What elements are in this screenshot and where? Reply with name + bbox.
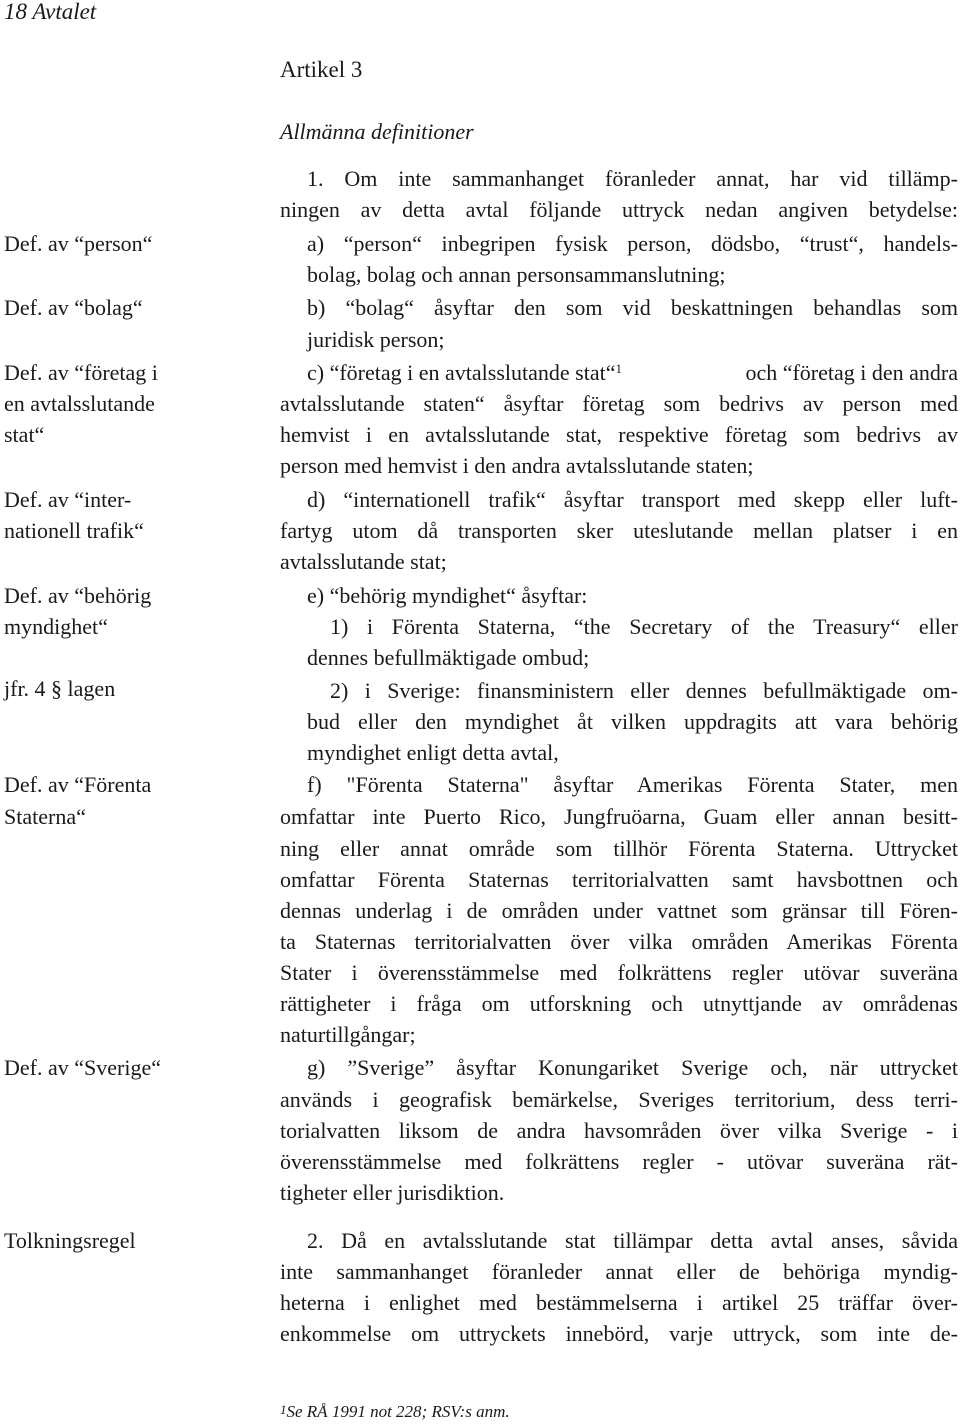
margin-note-myndighet: myndighet“ — [4, 614, 108, 639]
page-header: 18 Avtalet — [4, 0, 97, 24]
body-line: fartyg utom då transporten sker uteslutande mellan platser i en — [280, 518, 958, 543]
margin-note-forenta: Staterna“ — [4, 804, 86, 829]
article-subtitle: Allmänna definitioner — [280, 119, 474, 144]
margin-note-foretag: stat“ — [4, 422, 45, 447]
margin-note-myndighet: Def. av “behörig — [4, 583, 152, 608]
body-line: avtalsslutande stat; — [280, 549, 447, 574]
body-line: b) “bolag“ åsyftar den som vid beskattningen behandlas som — [307, 295, 958, 320]
margin-note-forenta: Def. av “Förenta — [4, 772, 152, 797]
margin-note-tolkning: Tolkningsregel — [4, 1228, 136, 1253]
margin-note-trafik: nationell trafik“ — [4, 518, 144, 543]
body-line: torialvatten liksom de andra havsområden över vilka Sverige - i — [280, 1118, 958, 1143]
body-line: ning eller annat område som tillhör Förenta Staterna. Uttrycket — [280, 836, 958, 861]
margin-note-foretag: Def. av “företag i — [4, 360, 158, 385]
margin-note-sverige: Def. av “Sverige“ — [4, 1055, 161, 1080]
body-line: heterna i enlighet med bestämmelserna i artikel 25 träffar över- — [280, 1290, 958, 1315]
body-line: d) “internationell trafik“ åsyftar transport med skepp eller luft- — [307, 487, 958, 512]
body-line: används i geografisk bemärkelse, Sveriges territorium, dess terri- — [280, 1087, 958, 1112]
body-line: avtalsslutande staten“ åsyftar företag som bedrivs av person med — [280, 391, 958, 416]
margin-note-trafik: Def. av “inter- — [4, 487, 132, 512]
body-line: Stater i överensstämmelse med folkrättens regler utövar suveräna — [280, 960, 958, 985]
body-line: inte sammanhanget föranleder annat eller de behöriga myndig- — [280, 1259, 958, 1284]
body-line: omfattar Förenta Staternas territorialvatten samt havsbottnen och — [280, 867, 958, 892]
margin-note-lagen: jfr. 4 § lagen — [4, 676, 116, 701]
body-line: dennes befullmäktigade ombud; — [307, 645, 590, 670]
body-line: ningen av detta avtal följande uttryck nedan angiven betydelse: — [280, 197, 958, 222]
body-line: bolag, bolag och annan personsammanslutning; — [307, 262, 726, 287]
body-line: ta Staternas territorialvatten över vilka områden Amerikas Förenta — [280, 929, 958, 954]
body-line: enkommelse om uttryckets innebörd, varje uttryck, som inte de- — [280, 1321, 958, 1346]
body-line: myndighet enligt detta avtal, — [307, 740, 559, 765]
body-line — [307, 358, 622, 388]
body-line: omfattar inte Puerto Rico, Jungfruöarna, Guam eller annan besitt- — [280, 804, 958, 829]
footnote — [280, 1400, 510, 1424]
body-line: 1. Om inte sammanhanget föranleder annat, har vid tillämp- — [307, 166, 958, 191]
body-line: rättigheter i fråga om utforskning och utnyttjande av områdenas — [280, 991, 958, 1016]
body-line: g) ”Sverige” åsyftar Konungariket Sverige och, när uttrycket — [307, 1055, 958, 1080]
footnote-marker: 1 — [280, 1402, 287, 1417]
body-line: 2. Då en avtalsslutande stat tillämpar detta avtal anses, såvida — [307, 1228, 958, 1253]
body-line: 1) i Förenta Staterna, “the Secretary of the Treasury“ eller — [330, 614, 958, 639]
body-line: dennas underlag i de områden under vattnet som gränsar till Fören- — [280, 898, 958, 923]
body-line: hemvist i en avtalsslutande stat, respektive företag som bedrivs av — [280, 422, 958, 447]
margin-note-person: Def. av “person“ — [4, 231, 153, 256]
body-line: överensstämmelse med folkrättens regler - utövar suveräna rät- — [280, 1149, 958, 1174]
body-line: e) “behörig myndighet“ åsyftar: — [307, 583, 588, 608]
body-line-part: c) “företag i en avtalsslutande stat“ — [307, 360, 616, 385]
body-line: tigheter eller jurisdiktion. — [280, 1180, 505, 1205]
body-line: person med hemvist i den andra avtalsslutande staten; — [280, 453, 754, 478]
body-line: a) “person“ inbegripen fysisk person, dödsbo, “trust“, handels- — [307, 231, 958, 256]
margin-note-bolag: Def. av “bolag“ — [4, 295, 143, 320]
article-title: Artikel 3 — [280, 57, 363, 82]
body-line: f) "Förenta Staterna" åsyftar Amerikas Förenta Stater, men — [307, 772, 958, 797]
footnote-text: Se RÅ 1991 not 228; RSV:s anm. — [286, 1402, 510, 1421]
body-line: och “företag i den andra — [745, 360, 958, 385]
margin-note-foretag: en avtalsslutande — [4, 391, 155, 416]
footnote-reference: 1 — [615, 361, 622, 376]
body-line: naturtillgångar; — [280, 1022, 416, 1047]
body-line: bud eller den myndighet åt vilken uppdragits att vara behörig — [307, 709, 958, 734]
body-line: 2) i Sverige: finansministern eller dennes befullmäktigade om- — [330, 678, 958, 703]
body-line: juridisk person; — [307, 327, 445, 352]
